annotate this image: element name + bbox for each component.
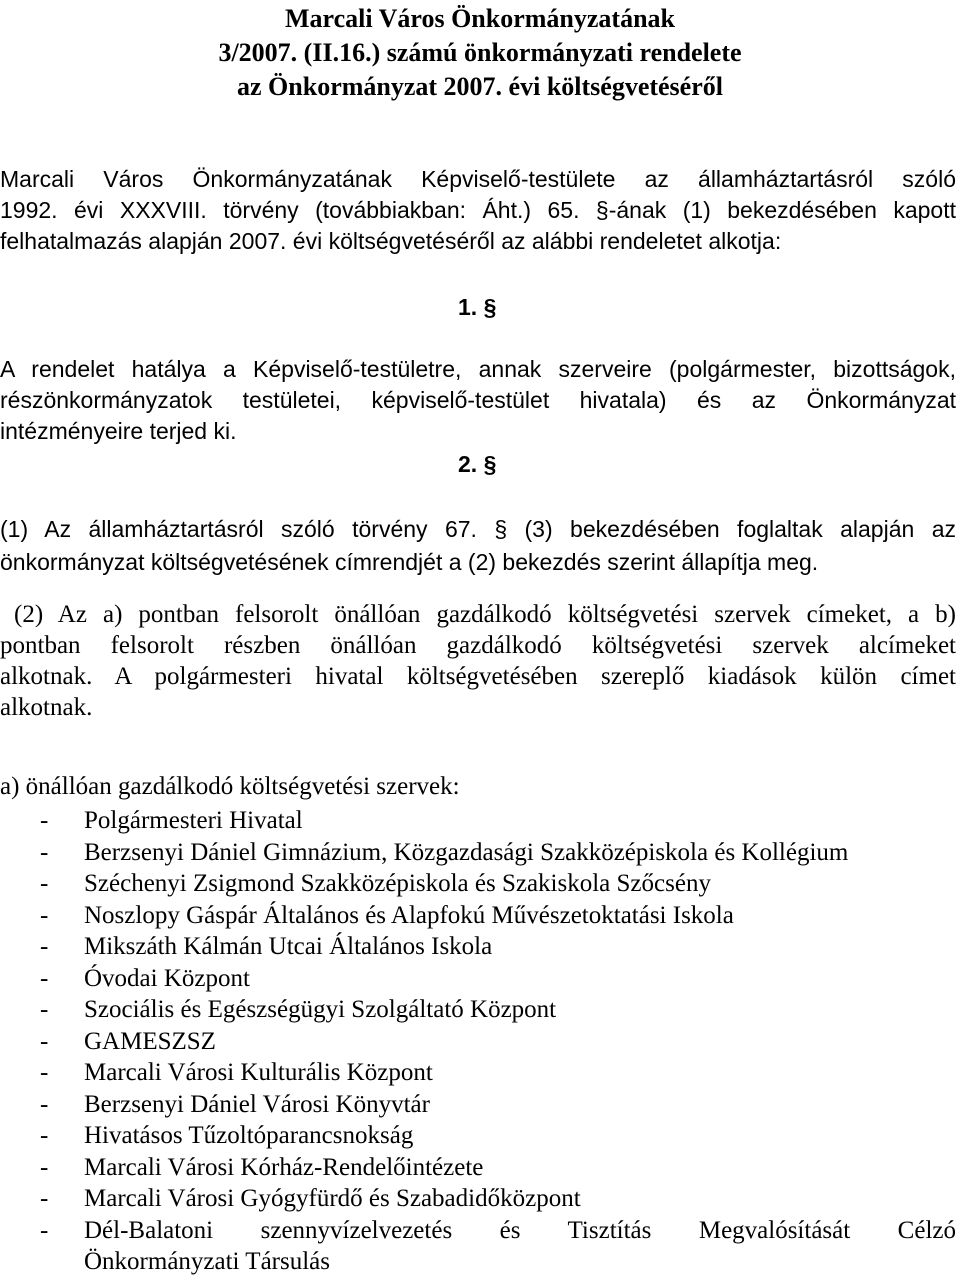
section-1-line: A rendelet hatálya a Képviselő-testületre, annak szerveire (polgármester, bizottságok, — [0, 356, 956, 382]
list-dash: - — [40, 838, 49, 866]
list-heading: a) önállóan gazdálkodó költségvetési szervek: — [0, 773, 460, 800]
list-dash: - — [40, 1090, 49, 1118]
list-item-line: Dél-Balatoni szennyvízelvezetés és Tisztítás Megvalósítását Célzó — [84, 1216, 956, 1244]
list-item-text: Polgármesteri Hivatal — [84, 807, 303, 834]
list-dash: - — [40, 1216, 49, 1244]
list-item-text: Berzsenyi Dániel Gimnázium, Közgazdasági Szakközépiskola és Kollégium — [84, 838, 849, 866]
list-dash: - — [40, 901, 49, 929]
title-line-2: 3/2007. (II.16.) számú önkormányzati rendelete — [218, 38, 742, 67]
preamble-line: 1992. évi XXXVIII. törvény (továbbiakban: Áht.) 65. §-ának (1) bekezdésében kapott — [0, 197, 956, 223]
list-item — [40, 1026, 956, 1058]
paragraph-line: alkotnak. — [0, 694, 93, 721]
paragraph-line: (1) Az államháztartásról szóló törvény 67. § (3) bekezdésében foglaltak alapján az — [0, 516, 956, 542]
list-item-text: Széchenyi Zsigmond Szakközépiskola és Szakiskola Szőcsény — [84, 870, 711, 897]
list-item — [40, 1057, 956, 1089]
list-dash: - — [40, 933, 49, 960]
list-item — [40, 1183, 956, 1215]
list-item — [40, 1152, 956, 1184]
list-item-text: Mikszáth Kálmán Utcai Általános Iskola — [84, 933, 493, 960]
list-item-text: Hivatásos Tűzoltóparancsnokság — [84, 1122, 414, 1149]
section-1-text — [0, 354, 956, 447]
list-item — [40, 805, 956, 837]
list-item-text: Berzsenyi Dániel Városi Könyvtár — [84, 1090, 430, 1118]
section-2-paragraph-1 — [0, 513, 956, 579]
paragraph-line: (2) Az a) pontban felsorolt önállóan gazdálkodó költségvetési szervek címeket, a b) — [14, 601, 956, 628]
list-item-text — [84, 1215, 956, 1278]
list-item-text: Marcali Városi Kórház-Rendelőintézete — [84, 1153, 484, 1181]
list-dash: - — [40, 964, 49, 992]
list-item-text: Marcali Városi Gyógyfürdő és Szabadidőközpont — [84, 1185, 581, 1212]
list-dash: - — [40, 996, 49, 1023]
list-item — [40, 1120, 956, 1152]
paragraph-line: alkotnak. A polgármesteri hivatal költségvetésében szereplő kiadások külön címet — [0, 663, 956, 690]
list-dash: - — [40, 1185, 49, 1212]
list-item — [40, 1215, 956, 1278]
section-2-heading: 2. § — [458, 451, 497, 477]
list-item — [40, 837, 956, 869]
list-item — [40, 931, 956, 963]
preamble-line: Marcali Város Önkormányzatának Képviselő-testülete az államháztartásról szóló — [0, 166, 956, 192]
list-dash: - — [40, 1122, 49, 1149]
list-item — [40, 900, 956, 932]
list-dash: - — [40, 1153, 49, 1181]
title-line-1: Marcali Város Önkormányzatának — [284, 4, 675, 33]
list-item-text: GAMESZSZ — [84, 1027, 216, 1055]
list-item — [40, 994, 956, 1026]
list-item-text: Noszlopy Gáspár Általános és Alapfokú Művészetoktatási Iskola — [84, 901, 734, 929]
list-dash: - — [40, 807, 49, 834]
list-item-text: Szociális és Egészségügyi Szolgáltató Központ — [84, 996, 557, 1023]
list-dash: - — [40, 1059, 49, 1086]
section-1-heading: 1. § — [458, 294, 497, 320]
list-item — [40, 963, 956, 995]
preamble-line: felhatalmazás alapján 2007. évi költségvetéséről az alábbi rendeletet alkotja: — [0, 228, 782, 254]
list-item — [40, 868, 956, 900]
list-dash: - — [40, 1027, 49, 1055]
section-2-paragraph-2 — [0, 599, 956, 723]
institution-list — [40, 805, 956, 1278]
section-1-line: részönkormányzatok testületei, képviselő-testület hivatala) és az Önkormányzat — [0, 387, 956, 413]
preamble — [0, 164, 956, 257]
title-line-3: az Önkormányzat 2007. évi költségvetéséről — [237, 72, 723, 101]
document-title — [0, 2, 960, 104]
list-item-text: Marcali Városi Kulturális Központ — [84, 1059, 433, 1086]
paragraph-line: pontban felsorolt részben önállóan gazdálkodó költségvetési szervek alcímeket — [0, 632, 956, 659]
list-dash: - — [40, 870, 49, 897]
list-item — [40, 1089, 956, 1121]
list-item-text: Óvodai Központ — [84, 964, 250, 992]
paragraph-line: önkormányzat költségvetésének címrendjét a (2) bekezdés szerint állapítja meg. — [0, 549, 819, 575]
section-1-line: intézményeire terjed ki. — [0, 418, 237, 444]
list-item-line: Önkormányzati Társulás — [84, 1248, 330, 1275]
